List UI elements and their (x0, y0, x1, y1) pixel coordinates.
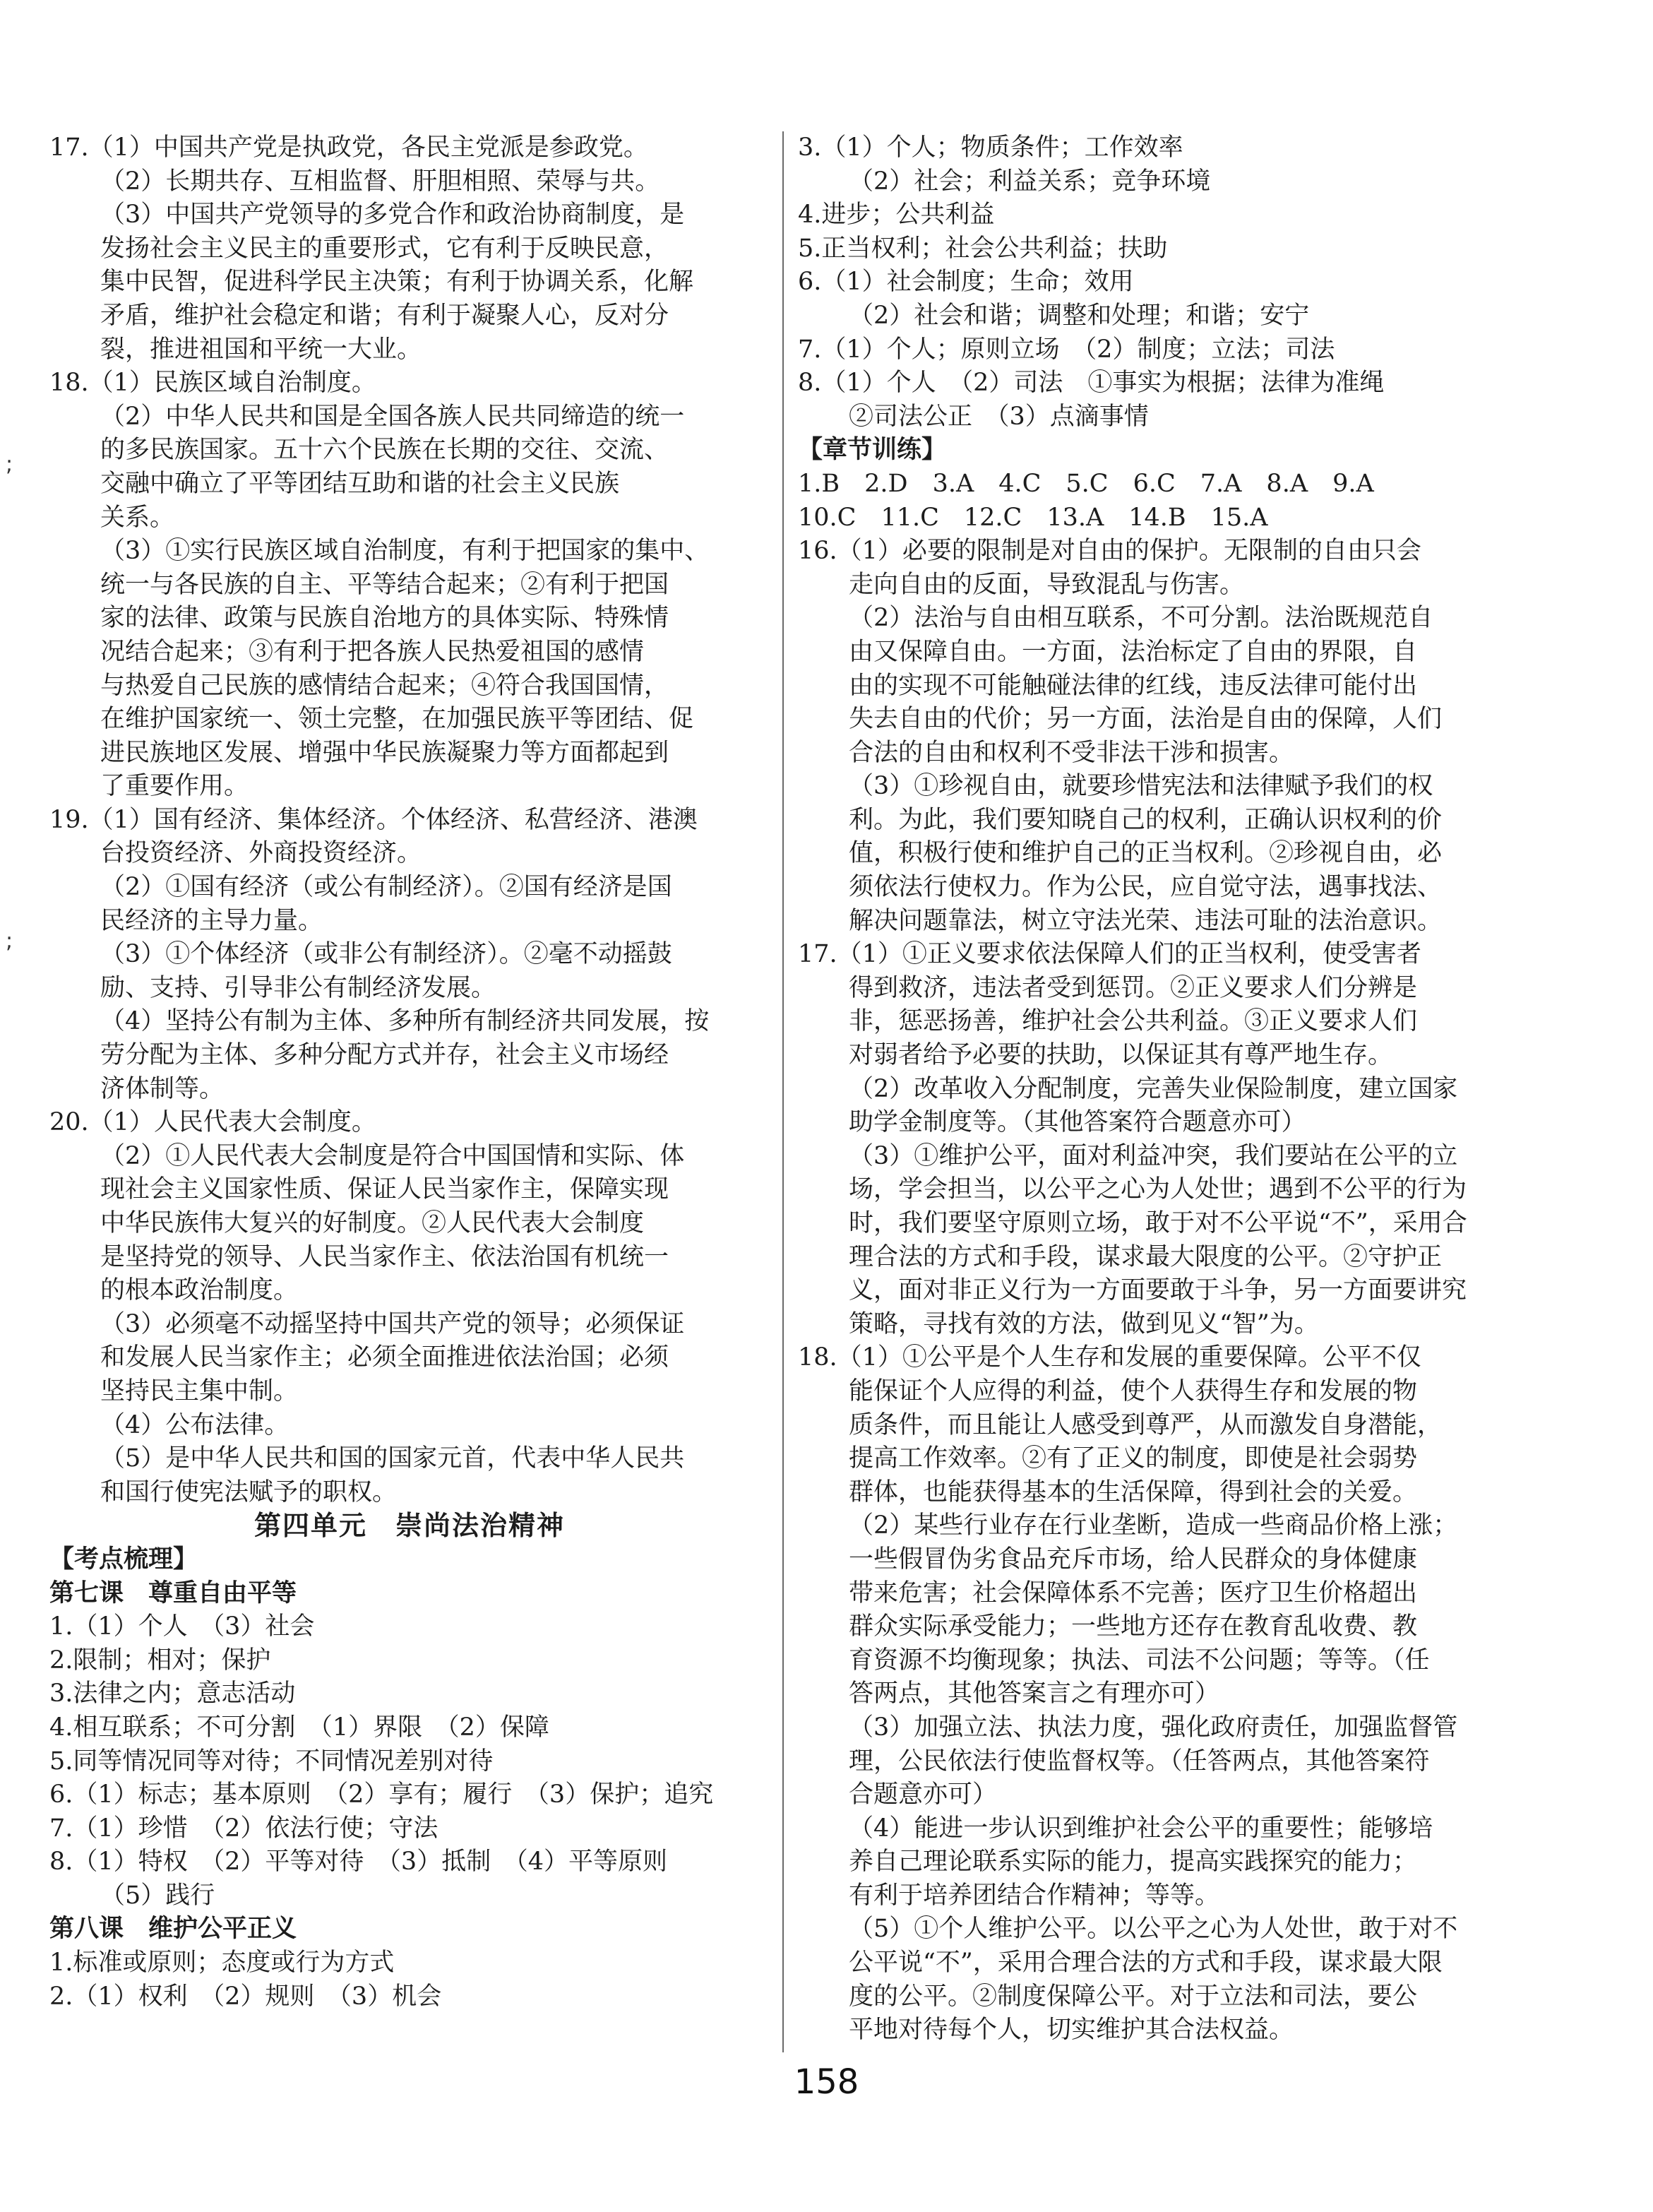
answer-line: 一些假冒伪劣食品充斥市场，给人民群众的身体健康 (849, 1545, 1418, 1574)
answer-line: 对弱者给予必要的扶助，以保证其有尊严地生存。 (849, 1041, 1393, 1070)
answer-line: 提高工作效率。②有了正义的制度，即使是社会弱势 (849, 1444, 1418, 1473)
answer-line: （3）加强立法、执法力度，强化政府责任，加强监督管 (849, 1713, 1458, 1742)
answer-line: 19.（1）国有经济、集体经济。个体经济、私营经济、港澳 (49, 805, 698, 834)
answer-line: 的多民族国家。五十六个民族在长期的交往、交流、 (100, 436, 669, 465)
answer-line: 带来危害；社会保障体系不完善；医疗卫生价格超出 (849, 1578, 1418, 1607)
answer-line: （5）①个人维护公平。以公平之心为人处世，敢于对不 (849, 1915, 1458, 1944)
answer-line: 民经济的主导力量。 (100, 906, 323, 935)
answer-line: 中华民族伟大复兴的好制度。②人民代表大会制度 (100, 1209, 645, 1237)
answer-line: 集中民智，促进科学民主决策；有利于协调关系，化解 (100, 268, 694, 297)
answer-line: 17.（1）中国共产党是执政党，各民主党派是参政党。 (49, 133, 648, 162)
answer-line: （2）改革收入分配制度，完善失业保险制度，建立国家 (849, 1074, 1458, 1103)
left-column (49, 131, 770, 2014)
answer-line: 解决问题靠法，树立守法光荣、违法可耻的法治意识。 (849, 906, 1443, 935)
answer-line: 1.B 2.D 3.A 4.C 5.C 6.C 7.A 8.A 9.A (798, 469, 1374, 498)
answer-line: 和发展人民当家作主；必须全面推进依法治国；必须 (100, 1343, 669, 1372)
answer-line: 统一与各民族的自主、平等结合起来；②有利于把国 (100, 570, 669, 599)
answer-line: 8.（1）特权 （2）平等对待 （3）抵制 （4）平等原则 (49, 1848, 667, 1877)
answer-line: （2）社会；利益关系；竞争环境 (849, 167, 1211, 196)
answer-line: 理，公民依法行使监督权等。（任答两点，其他答案符 (849, 1747, 1430, 1776)
answer-line: 由的实现不可能触碰法律的红线，违反法律可能付出 (849, 671, 1418, 700)
answer-line: 进民族地区发展、增强中华民族凝聚力等方面都起到 (100, 738, 669, 767)
answer-line: 养自己理论联系实际的能力，提高实践探究的能力； (849, 1848, 1418, 1877)
lesson-heading: 第七课 尊重自由平等 (49, 1578, 297, 1607)
answer-line: （2）某些行业存在行业垄断，造成一些商品价格上涨； (849, 1511, 1458, 1540)
answer-line: 由又保障自由。一方面，法治标定了自由的界限，自 (849, 637, 1418, 666)
answer-line: 3.法律之内；意志活动 (49, 1679, 296, 1708)
answer-line: 18.（1）民族区域自治制度。 (49, 369, 376, 398)
answer-line: （3）①珍视自由，就要珍惜宪法和法律赋予我们的权 (849, 772, 1433, 801)
answer-line: （5）是中华人民共和国的国家元首，代表中华人民共 (100, 1444, 685, 1473)
answer-line: （3）中国共产党领导的多党合作和政治协商制度，是 (100, 201, 685, 230)
answer-line: 关系。 (100, 503, 175, 532)
answer-line: 20.（1）人民代表大会制度。 (49, 1108, 376, 1137)
answer-line: （2）社会和谐；调整和处理；和谐；安宁 (849, 301, 1310, 330)
answer-line: 劳分配为主体、多种分配方式并存，社会主义市场经 (100, 1041, 669, 1070)
answer-line: 助学金制度等。（其他答案符合题意亦可） (849, 1108, 1306, 1137)
answer-line: 的根本政治制度。 (100, 1276, 299, 1305)
answer-line: 策略，寻找有效的方法，做到见义“智”为。 (849, 1309, 1319, 1338)
unit-heading: 第四单元 崇尚法治精神 (253, 1510, 565, 1542)
answer-line: 7.（1）个人；原则立场 （2）制度；立法；司法 (798, 335, 1335, 364)
answer-line: （2）长期共存、互相监督、肝胆相照、荣辱与共。 (100, 167, 660, 196)
answer-line: （2）①人民代表大会制度是符合中国国情和实际、体 (100, 1141, 685, 1170)
answer-line: 值，积极行使和维护自己的正当权利。②珍视自由，必 (849, 839, 1443, 868)
answer-line: 了重要作用。 (100, 772, 249, 801)
answer-line: 济体制等。 (100, 1074, 225, 1103)
answer-line: 16.（1）必要的限制是对自由的保护。无限制的自由只会 (798, 537, 1421, 566)
answer-line: （2）法治与自由相互联系，不可分割。法治既规范自 (849, 604, 1433, 633)
lesson-heading: 第八课 维护公平正义 (49, 1915, 297, 1944)
margin-mark: ; (6, 929, 13, 953)
answer-line: 交融中确立了平等团结互助和谐的社会主义民族 (100, 469, 620, 498)
answer-line: 理合法的方式和手段，谋求最大限度的公平。②守护正 (849, 1242, 1443, 1271)
answer-line: （3）①维护公平，面对利益冲突，我们要站在公平的立 (849, 1141, 1458, 1170)
answer-line: 群众实际承受能力；一些地方还存在教育乱收费、教 (849, 1612, 1418, 1641)
answer-line: 利。为此，我们要知晓自己的权利，正确认识权利的价 (849, 805, 1443, 834)
answer-line: 6.（1）标志；基本原则 （2）享有；履行 （3）保护；追究 (49, 1780, 714, 1809)
answer-line: 10.C 11.C 12.C 13.A 14.B 15.A (798, 503, 1268, 532)
margin-mark: ; (6, 452, 13, 477)
answer-line: 平地对待每个人，切实维护其合法权益。 (849, 2016, 1294, 2045)
answer-line: 公平说“不”，采用合理合法的方式和手段，谋求最大限 (849, 1949, 1443, 1978)
answer-line: 家的法律、政策与民族自治地方的具体实际、特殊情 (100, 604, 669, 633)
answer-line: 5.正当权利；社会公共利益；扶助 (798, 234, 1168, 263)
answer-line: 须依法行使权力。作为公民，应自觉守法，遇事找法、 (849, 873, 1443, 902)
answer-line: 况结合起来；③有利于把各族人民热爱祖国的感情 (100, 637, 645, 666)
answer-line: 答两点，其他答案言之有理亦可） (849, 1679, 1220, 1708)
column-divider (782, 131, 784, 2052)
page-number: 158 (794, 2062, 859, 2102)
answer-line: 在维护国家统一、领土完整，在加强民族平等团结、促 (100, 705, 694, 734)
answer-line: （2）中华人民共和国是全国各族人民共同缔造的统一 (100, 402, 685, 431)
section-heading: 【章节训练】 (798, 436, 947, 465)
answer-line: 度的公平。②制度保障公平。对于立法和司法，要公 (849, 1982, 1418, 2011)
answer-line: 4.相互联系；不可分割 （1）界限 （2）保障 (49, 1713, 549, 1742)
right-column (798, 131, 1518, 2047)
answer-line: 合题意亦可） (849, 1780, 998, 1809)
answer-line: （3）①个体经济（或非公有制经济）。②毫不动摇鼓 (100, 940, 672, 969)
answer-line: （3）①实行民族区域自治制度，有利于把国家的集中、 (100, 537, 710, 566)
answer-line: 质条件，而且能让人感受到尊严，从而激发自身潜能， (849, 1410, 1443, 1439)
answer-line: 和国行使宪法赋予的职权。 (100, 1477, 398, 1506)
answer-line: （3）必须毫不动摇坚持中国共产党的领导；必须保证 (100, 1309, 685, 1338)
answer-line: （4）能进一步认识到维护社会公平的重要性；能够培 (849, 1814, 1433, 1843)
answer-line: 走向自由的反面，导致混乱与伤害。 (849, 570, 1245, 599)
answer-line: 义，面对非正义行为一方面要敢于斗争，另一方面要讲究 (849, 1276, 1467, 1305)
answer-line: 得到救济，违法者受到惩罚。②正义要求人们分辨是 (849, 973, 1418, 1002)
answer-line: 2.（1）权利 （2）规则 （3）机会 (49, 1982, 442, 2011)
answer-line: 4.进步；公共利益 (798, 201, 995, 230)
answer-line: 时，我们要坚守原则立场，敢于对不公平说“不”，采用合 (849, 1209, 1467, 1237)
answer-line: 18.（1）①公平是个人生存和发展的重要保障。公平不仅 (798, 1343, 1421, 1372)
answer-line: 育资源不均衡现象；执法、司法不公问题；等等。（任 (849, 1646, 1430, 1675)
answer-line: 台投资经济、外商投资经济。 (100, 839, 422, 868)
answer-line: 5.同等情况同等对待；不同情况差别对待 (49, 1747, 494, 1776)
answer-line: 矛盾，维护社会稳定和谐；有利于凝聚人心，反对分 (100, 301, 669, 330)
answer-line: 场，学会担当，以公平之心为人处世；遇到不公平的行为 (849, 1175, 1467, 1204)
answer-line: 发扬社会主义民主的重要形式，它有利于反映民意， (100, 234, 669, 263)
answer-line: 1.（1）个人 （3）社会 (49, 1612, 315, 1641)
answer-line: （2）①国有经济（或公有制经济）。②国有经济是国 (100, 873, 672, 902)
answer-line: 能保证个人应得的利益，使个人获得生存和发展的物 (849, 1376, 1418, 1405)
answer-line: （4）坚持公有制为主体、多种所有制经济共同发展，按 (100, 1007, 710, 1036)
answer-line: 6.（1）社会制度；生命；效用 (798, 268, 1134, 297)
answer-line: 17.（1）①正义要求依法保障人们的正当权利，使受害者 (798, 940, 1421, 969)
answer-line: ②司法公正 （3）点滴事情 (849, 402, 1149, 431)
answer-line: 2.限制；相对；保护 (49, 1646, 271, 1675)
answer-line: （4）公布法律。 (100, 1410, 290, 1439)
answer-line: 7.（1）珍惜 （2）依法行使；守法 (49, 1814, 438, 1843)
answer-line: 3.（1）个人；物质条件；工作效率 (798, 133, 1183, 162)
answer-line: 励、支持、引导非公有制经济发展。 (100, 973, 496, 1002)
answer-line: 失去自由的代价；另一方面，法治是自由的保障，人们 (849, 705, 1443, 734)
answer-line: 合法的自由和权利不受非法干涉和损害。 (849, 738, 1294, 767)
answer-line: 坚持民主集中制。 (100, 1376, 299, 1405)
answer-line: 非，惩恶扬善，维护社会公共利益。③正义要求人们 (849, 1007, 1418, 1036)
answer-line: 有利于培养团结合作精神；等等。 (849, 1881, 1220, 1910)
answer-line: 与热爱自己民族的感情结合起来；④符合我国国情， (100, 671, 669, 700)
answer-line: （5）践行 (100, 1881, 215, 1910)
answer-line: 8.（1）个人 （2）司法 ①事实为根据；法律为准绳 (798, 369, 1385, 398)
answer-line: 现社会主义国家性质、保证人民当家作主，保障实现 (100, 1175, 669, 1204)
answer-line: 1.标准或原则；态度或行为方式 (49, 1949, 395, 1978)
answer-line: 裂，推进祖国和平统一大业。 (100, 335, 422, 364)
answer-line: 是坚持党的领导、人民当家作主、依法治国有机统一 (100, 1242, 669, 1271)
section-heading: 【考点梳理】 (49, 1545, 198, 1574)
answer-line: 群体，也能获得基本的生活保障，得到社会的关爱。 (849, 1477, 1418, 1506)
